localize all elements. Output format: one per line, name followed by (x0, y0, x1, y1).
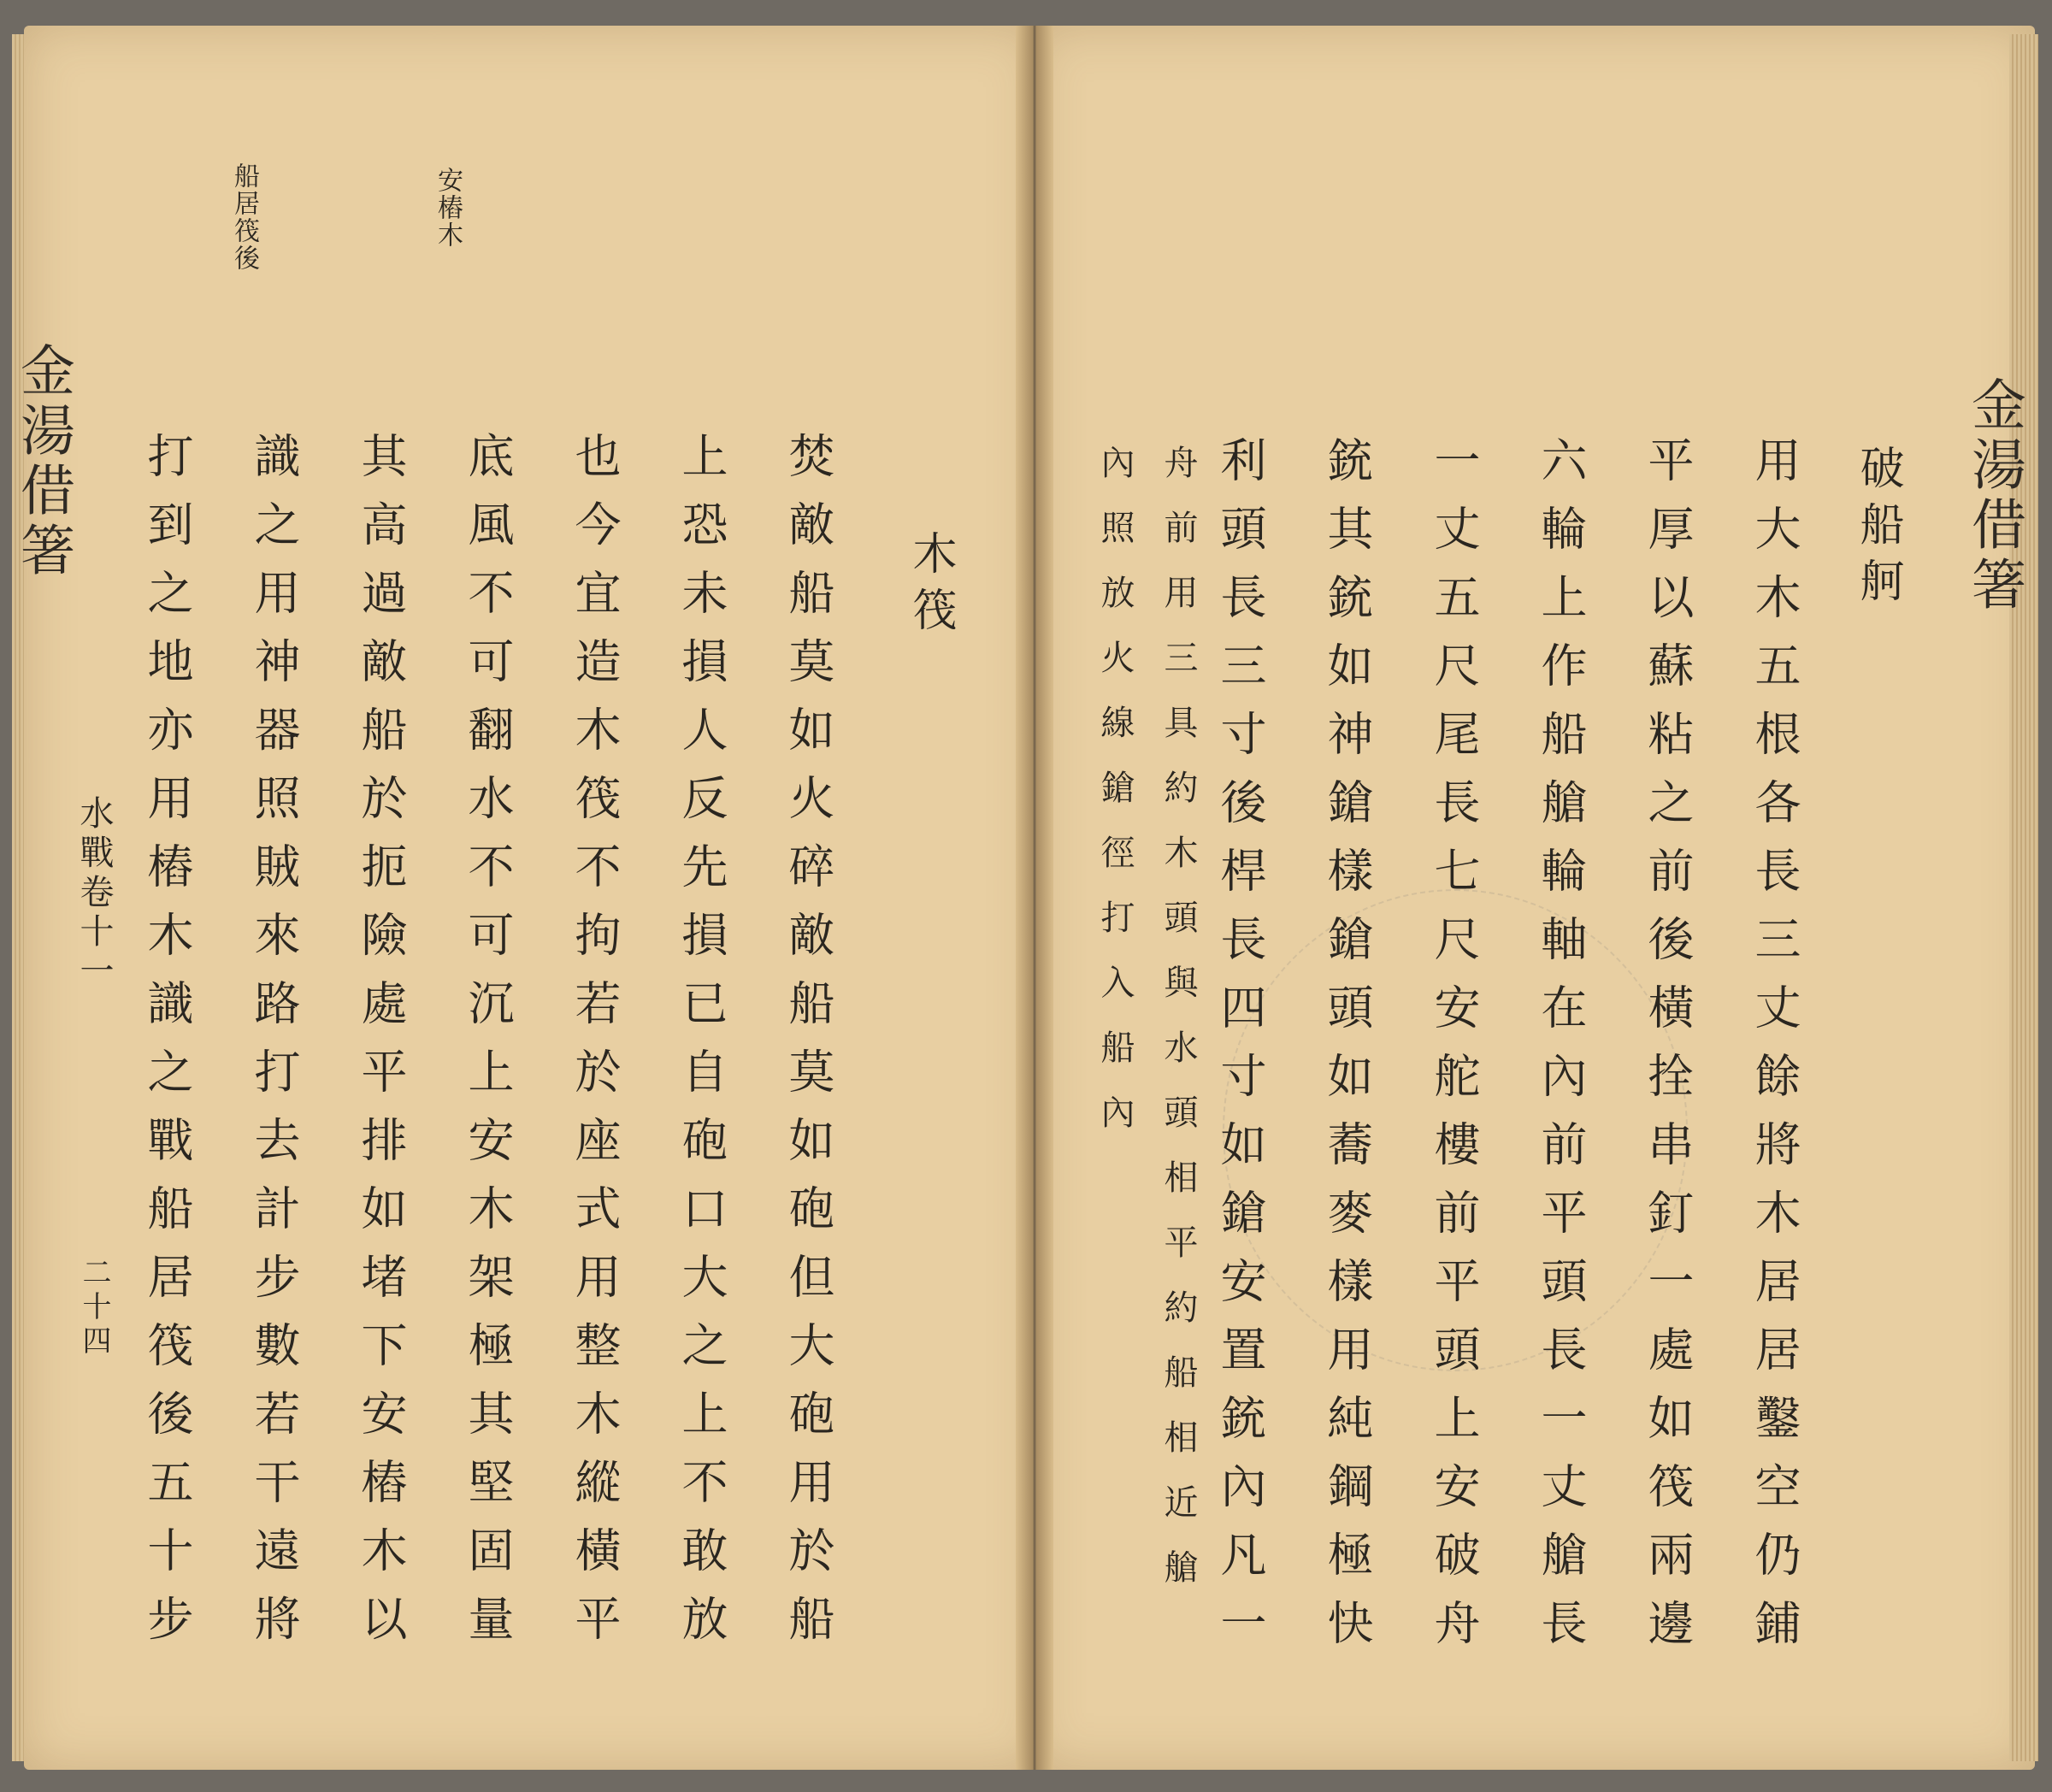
note-stake-wood: 安樁木 (433, 167, 463, 249)
volume-label: 水戰卷十一 (74, 795, 114, 992)
right-column-1: 用大木五根各長三丈餘將木居居鑿空仍鋪 (1748, 436, 1801, 1667)
right-column-3: 六輪上作船艙輪軸在內前平頭長一丈艙長 (1534, 436, 1588, 1667)
left-column-7: 打到之地亦用樁木識之戰船居筏後五十步 (140, 432, 194, 1663)
spine-title-right: 金湯借箸 (1962, 376, 2025, 616)
book-gutter (1016, 26, 1053, 1770)
left-column-4: 底風不可翻水不可沉上安木架極其堅固量 (461, 432, 515, 1663)
left-column-3: 也今宜造木筏不拘若於座式用整木縱橫平 (568, 432, 622, 1663)
section-title-raft: 木筏 (905, 530, 956, 643)
right-column-2: 平厚以蘇粘之前後橫拴串釘一處如筏兩邊 (1641, 436, 1695, 1667)
folio-number: 二十四 (77, 1257, 111, 1359)
right-column-6: 利頭長三寸後桿長四寸如鎗安置銃內凡一 (1213, 436, 1267, 1667)
right-column-5: 銃其銃如神鎗樣鎗頭如蕎麥樣用純鋼極快 (1320, 436, 1374, 1667)
left-column-6: 識之用神器照賊來路打去計步數若干遠將 (247, 432, 301, 1663)
spine-title-left: 金湯借箸 (11, 342, 74, 581)
right-note-column-1: 舟前用三具約木頭與水頭相平約船相近艙 (1159, 445, 1198, 1614)
left-column-2: 上恐未損人反先損已自砲口大之上不敢放 (675, 432, 728, 1663)
right-note-column-2: 內照放火線鎗徑打入船內 (1095, 445, 1135, 1159)
section-title-ship-breaker: 破船舸 (1852, 445, 1903, 614)
note-ship-behind-raft: 船居筏後 (229, 162, 259, 272)
right-column-4: 一丈五尺尾長七尺安舵樓前平頭上安破舟 (1427, 436, 1481, 1667)
left-column-5: 其高過敵船於扼險處平排如堵下安樁木以 (354, 432, 408, 1663)
page-edge-right (2009, 34, 2038, 1761)
left-column-1: 焚敵船莫如火碎敵船莫如砲但大砲用於船 (781, 432, 835, 1663)
